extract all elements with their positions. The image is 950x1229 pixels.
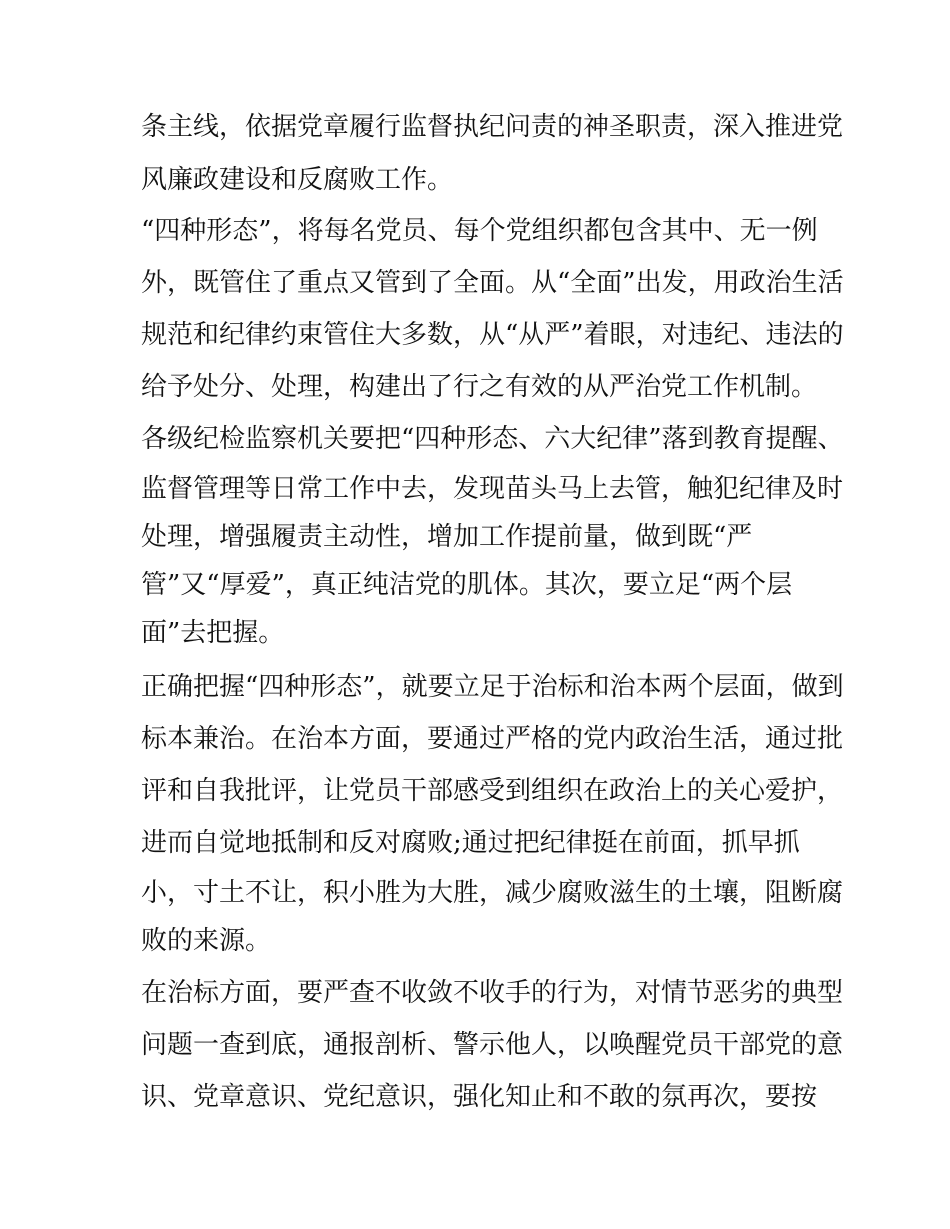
text-line: 风廉政建设和反腐败工作。 [141, 165, 454, 195]
text-line: 评和自我批评，让党员干部感受到组织在政治上的关心爱护， [141, 776, 844, 806]
text-line: 面”去把握。 [141, 618, 285, 648]
text-line: 条主线，依据党章履行监督执纪问责的神圣职责，深入推进党 [141, 112, 844, 142]
text-line: 败的来源。 [141, 926, 272, 956]
text-line: 外，既管住了重点又管到了全面。从“全面”出发，用政治生活 [141, 268, 844, 298]
text-line: 问题一查到底，通报剖析、警示他人，以唤醒党员干部党的意 [141, 1030, 844, 1060]
text-line: 处理，增强履责主动性，增加工作提前量，做到既“严 [141, 522, 753, 552]
text-line: “四种形态”，将每名党员、每个党组织都包含其中、无一例 [141, 216, 818, 246]
text-line: 规范和纪律约束管住大多数，从“从严”着眼，对违纪、违法的 [141, 320, 844, 350]
text-line: 在治标方面，要严查不收敛不收手的行为，对情节恶劣的典型 [141, 978, 844, 1008]
text-line: 给予处分、处理，构建出了行之有效的从严治党工作机制。 [141, 372, 818, 402]
text-line: 各级纪检监察机关要把“四种形态、六大纪律”落到教育提醒、 [141, 424, 844, 454]
text-line: 进而自觉地抵制和反对腐败;通过把纪律挺在前面，抓早抓 [141, 828, 800, 858]
text-line: 管”又“厚爱”，真正纯洁党的肌体。其次，要立足“两个层 [141, 570, 793, 600]
text-line: 监督管理等日常工作中去，发现苗头马上去管，触犯纪律及时 [141, 474, 844, 504]
text-line: 识、党章意识、党纪意识，强化知止和不敢的氛再次，要按 [141, 1082, 818, 1112]
text-line: 正确把握“四种形态”，就要立足于治标和治本两个层面，做到 [141, 672, 844, 702]
text-line: 小，寸土不让，积小胜为大胜，减少腐败滋生的土壤，阻断腐 [141, 878, 844, 908]
text-line: 标本兼治。在治本方面，要通过严格的党内政治生活，通过批 [141, 724, 844, 754]
